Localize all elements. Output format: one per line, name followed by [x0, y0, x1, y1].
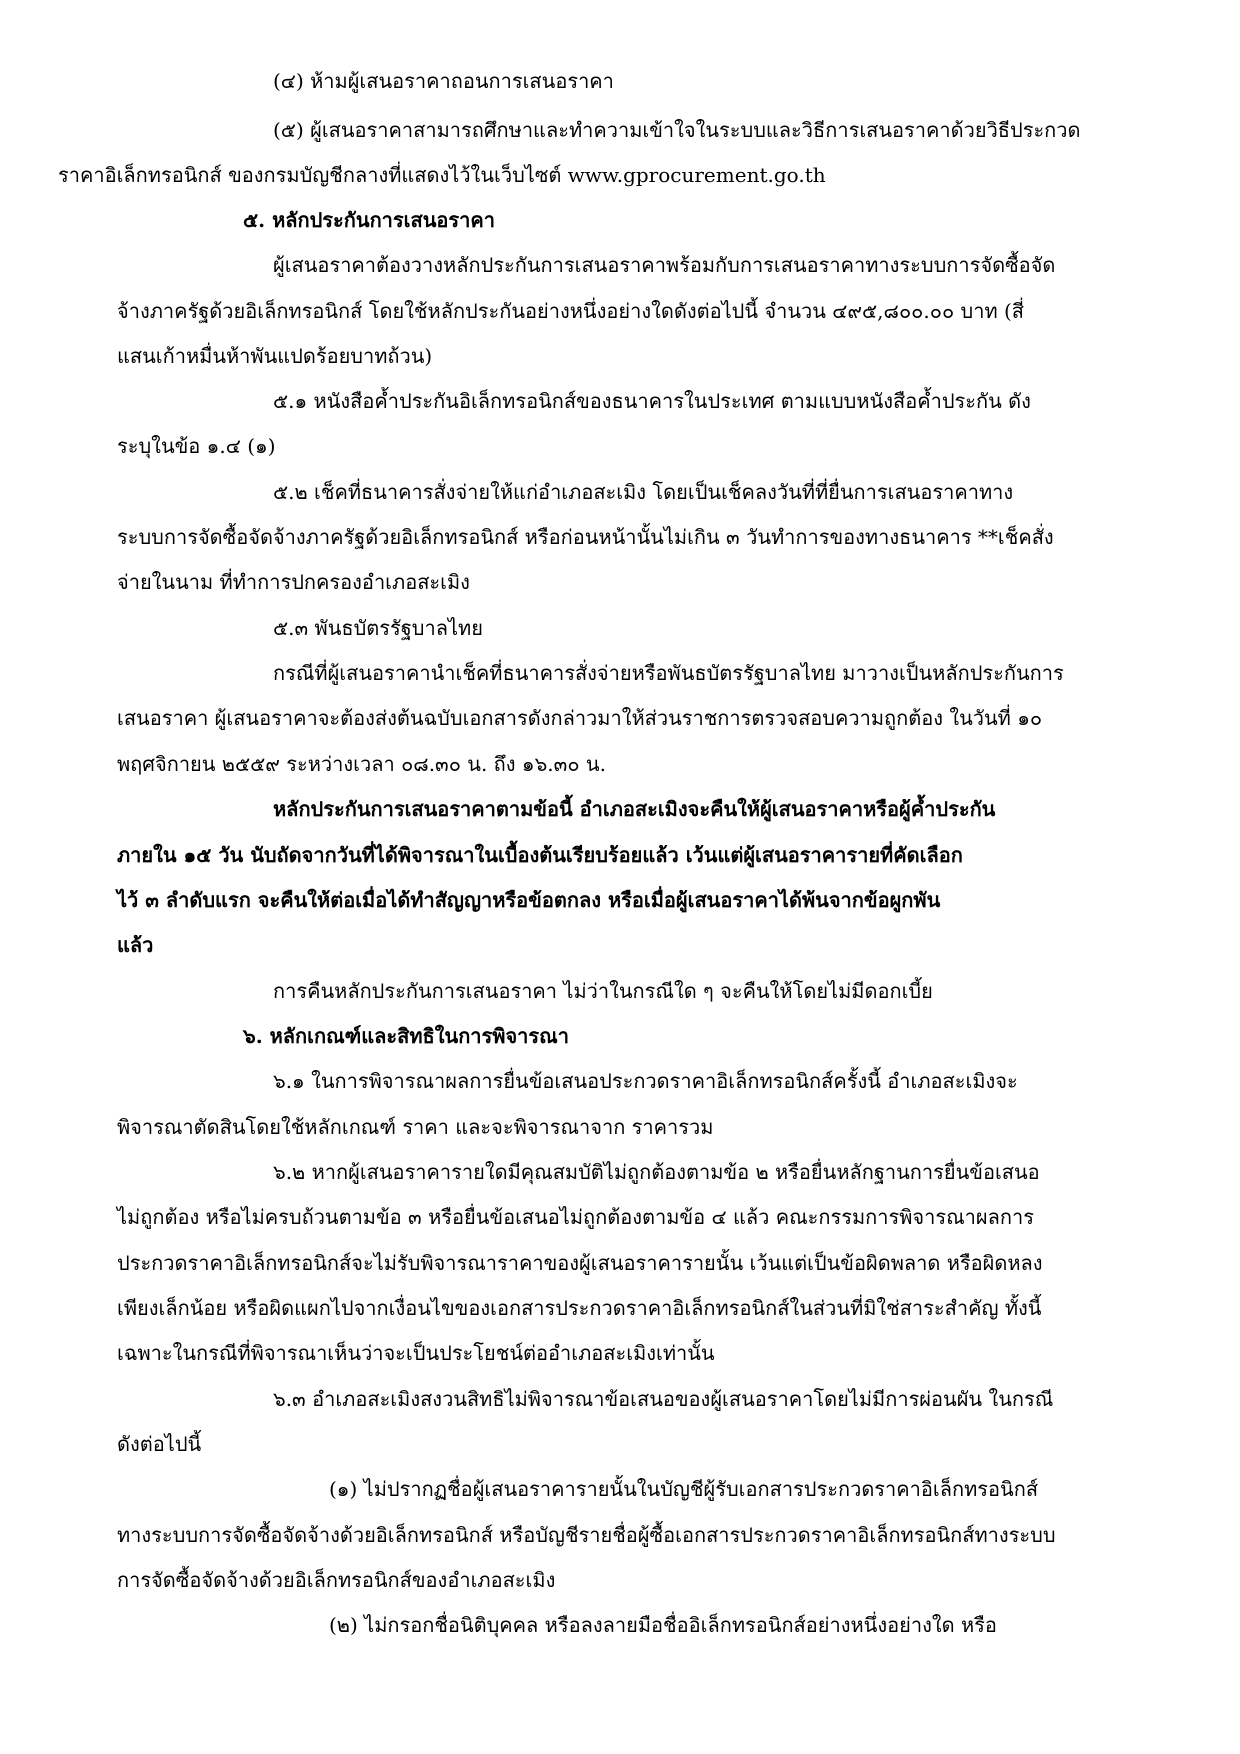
clause-6-2-cont: ไม่ถูกต้อง หรือไม่ครบถ้วนตามข้อ ๓ หรือยื่นข้อเสนอไม่ถูกต้องตามข้อ ๔ แล้ว คณะกรรมการพิจารณาผลการ [117, 1205, 1034, 1229]
clause-6-3-cont: ดังต่อไปนี้ [117, 1432, 202, 1456]
guarantee-return-bold: หลักประกันการเสนอราคาตามข้อนี้ อำเภอสะเมิงจะคืนให้ผู้เสนอราคาหรือผู้ค้ำประกัน [273, 797, 996, 821]
clause-6-3-1-cont: ทางระบบการจัดซื้อจัดจ้างด้วยอิเล็กทรอนิกส์ หรือบัญชีรายชื่อผู้ซื้อเอกสารประกวดราคาอิเล็กทรอนิกส์ทางระบบ [117, 1523, 1056, 1547]
clause-5-2-cont: ระบบการจัดซื้อจัดจ้างภาครัฐด้วยอิเล็กทรอนิกส์ หรือก่อนหน้านั้นไม่เกิน ๓ วันทำการของทางธนาคาร **เช็คสั่ง [117, 525, 1054, 549]
clause-4-4: (๔) ห้ามผู้เสนอราคาถอนการเสนอราคา [273, 69, 614, 93]
guarantee-return-bold-4: แล้ว [117, 933, 154, 957]
guarantee-return-bold-2: ภายใน ๑๕ วัน นับถัดจากวันที่ได้พิจารณาในเบื้องต้นเรียบร้อยแล้ว เว้นแต่ผู้เสนอราคารายที่คัดเลือก [117, 843, 963, 867]
section-6-heading: ๖. หลักเกณฑ์และสิทธิในการพิจารณา [243, 1024, 569, 1048]
clause-4-5: (๕) ผู้เสนอราคาสามารถศึกษาและทำความเข้าใจในระบบและวิธีการเสนอราคาด้วยวิธีประกวด [273, 118, 1081, 142]
clause-5-3-title: ๕.๓ พันธบัตรรัฐบาลไทย [273, 616, 483, 640]
clause-5-2-cont-2: จ่ายในนาม ที่ทำการปกครองอำเภอสะเมิง [117, 570, 470, 594]
clause-4-5-cont: ราคาอิเล็กทรอนิกส์ ของกรมบัญชีกลางที่แสดงไว้ในเว็บไซต์ www.gprocurement.go.th [58, 163, 826, 187]
clause-5-1: ๕.๑ หนังสือค้ำประกันอิเล็กทรอนิกส์ของธนาคารในประเทศ ตามแบบหนังสือค้ำประกัน ดัง [273, 389, 1031, 413]
guarantee-return-bold-3: ไว้ ๓ ลำดับแรก จะคืนให้ต่อเมื่อได้ทำสัญญาหรือข้อตกลง หรือเมื่อผู้เสนอราคาได้พ้นจากข้อผูกพัน [117, 888, 941, 912]
section-5-heading: ๕. หลักประกันการเสนอราคา [243, 208, 495, 232]
clause-6-3: ๖.๓ อำเภอสะเมิงสงวนสิทธิไม่พิจารณาข้อเสนอของผู้เสนอราคาโดยไม่มีการผ่อนผัน ในกรณี [273, 1387, 1054, 1411]
section-5-paragraph-3: แสนเก้าหมื่นห้าพันแปดร้อยบาทถ้วน) [117, 344, 433, 368]
clause-6-3-1: (๑) ไม่ปรากฏชื่อผู้เสนอราคารายนั้นในบัญชีผู้รับเอกสารประกวดราคาอิเล็กทรอนิกส์ [329, 1477, 1039, 1501]
clause-6-2-cont-2: ประกวดราคาอิเล็กทรอนิกส์จะไม่รับพิจารณาราคาของผู้เสนอราคารายนั้น เว้นแต่เป็นข้อผิดพลาด หรือผิดหลง [117, 1251, 1043, 1275]
clause-5-3-paragraph: กรณีที่ผู้เสนอราคานำเช็คที่ธนาคารสั่งจ่ายหรือพันธบัตรรัฐบาลไทย มาวางเป็นหลักประกันการ [273, 661, 1064, 685]
guarantee-no-interest: การคืนหลักประกันการเสนอราคา ไม่ว่าในกรณีใด ๆ จะคืนให้โดยไม่มีดอกเบี้ย [273, 979, 933, 1003]
clause-6-1: ๖.๑ ในการพิจารณาผลการยื่นข้อเสนอประกวดราคาอิเล็กทรอนิกส์ครั้งนี้ อำเภอสะเมิงจะ [273, 1069, 1018, 1093]
clause-5-3-paragraph-2: เสนอราคา ผู้เสนอราคาจะต้องส่งต้นฉบับเอกสารดังกล่าวมาให้ส่วนราชการตรวจสอบความถูกต้อง ในวันที่ ๑๐ [117, 706, 1043, 730]
clause-5-1-cont: ระบุในข้อ ๑.๔ (๑) [117, 434, 276, 458]
clause-6-2: ๖.๒ หากผู้เสนอราคารายใดมีคุณสมบัติไม่ถูกต้องตามข้อ ๒ หรือยื่นหลักฐานการยื่นข้อเสนอ [273, 1160, 1040, 1184]
clause-6-1-cont: พิจารณาตัดสินโดยใช้หลักเกณฑ์ ราคา และจะพิจารณาจาก ราคารวม [117, 1115, 714, 1139]
clause-5-3-paragraph-3: พฤศจิกายน ๒๕๕๙ ระหว่างเวลา ๐๘.๓๐ น. ถึง ๑๖.๓๐ น. [117, 752, 606, 776]
clause-6-3-1-cont-2: การจัดซื้อจัดจ้างด้วยอิเล็กทรอนิกส์ของอำเภอสะเมิง [117, 1568, 556, 1592]
clause-6-3-2: (๒) ไม่กรอกชื่อนิติบุคคล หรือลงลายมือชื่ออิเล็กทรอนิกส์อย่างหนึ่งอย่างใด หรือ [329, 1613, 997, 1637]
clause-6-2-cont-3: เพียงเล็กน้อย หรือผิดแผกไปจากเงื่อนไขของเอกสารประกวดราคาอิเล็กทรอนิกส์ในส่วนที่มิใช่สาระสำคัญ ทั้งนี้ [117, 1296, 1042, 1320]
section-5-paragraph-2: จ้างภาครัฐด้วยอิเล็กทรอนิกส์ โดยใช้หลักประกันอย่างหนึ่งอย่างใดดังต่อไปนี้ จำนวน ๔๙๕,๘๐๐.๐๐ บาท (สี่ [117, 299, 1024, 323]
clause-5-2: ๕.๒ เช็คที่ธนาคารสั่งจ่ายให้แก่อำเภอสะเมิง โดยเป็นเช็คลงวันที่ที่ยื่นการเสนอราคาทาง [273, 480, 1014, 504]
clause-6-2-cont-4: เฉพาะในกรณีที่พิจารณาเห็นว่าจะเป็นประโยชน์ต่ออำเภอสะเมิงเท่านั้น [117, 1341, 715, 1365]
section-5-paragraph: ผู้เสนอราคาต้องวางหลักประกันการเสนอราคาพร้อมกับการเสนอราคาทางระบบการจัดซื้อจัด [273, 253, 1056, 277]
